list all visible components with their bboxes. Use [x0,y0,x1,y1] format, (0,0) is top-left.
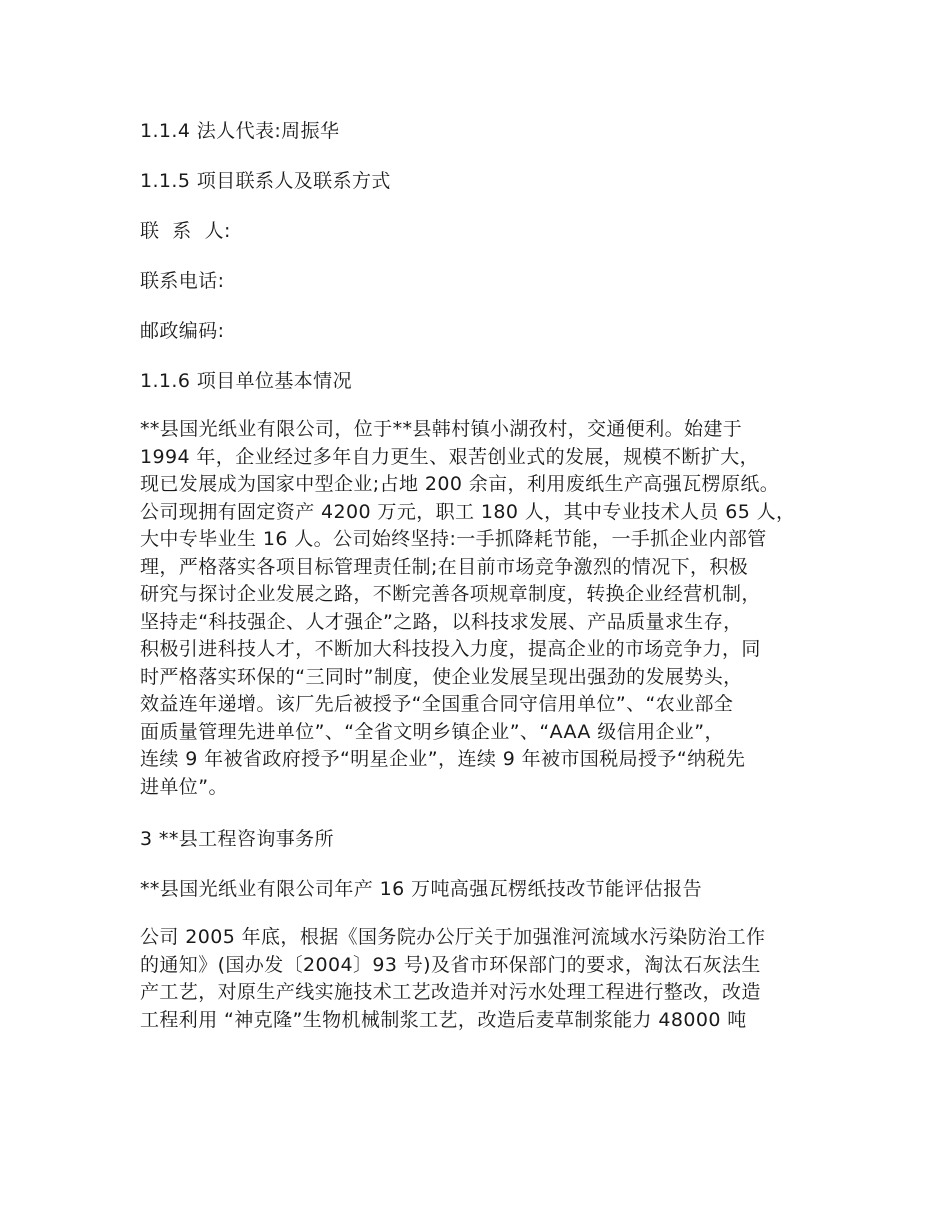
footer-organization: 3 **县工程咨询事务所 [140,828,334,850]
contact-phone-label: 联系电话: [140,270,225,292]
company-overview-paragraph [140,416,820,801]
paragraph-line: 积极引进科技人才，不断加大科技投入力度，提高企业的市场竞争力，同 [140,638,761,660]
report-title: **县国光纸业有限公司年产 16 万吨高强瓦楞纸技改节能评估报告 [140,878,703,900]
paragraph-line: 工程利用 “神克隆”生物机械制浆工艺，改造后麦草制浆能力 48000 吨 [140,1008,747,1031]
paragraph-line: 连续 9 年被省政府授予“明星企业”，连续 9 年被市国税局授予“纳税先 [140,748,746,770]
paragraph-line: 面质量管理先进单位”、“全省文明乡镇企业”、“AAA 级信用企业”， [140,720,724,743]
paragraph-line: 效益连年递增。该厂先后被授予“全国重合同守信用单位”、“农业部全 [140,693,734,715]
section-heading-company-overview: 1.1.6 项目单位基本情况 [140,370,352,392]
paragraph-line: 公司现拥有固定资产 4200 万元，职工 180 人，其中专业技术人员 65 人， [140,500,796,523]
paragraph-line: 1994 年，企业经过多年自力更生、艰苦创业式的发展，规模不断扩大， [140,445,759,468]
reform-paragraph [140,924,820,1034]
section-heading-legal-representative: 1.1.4 法人代表:周振华 [140,120,340,142]
paragraph-line: 现已发展成为国家中型企业;占地 200 余亩，利用废纸生产高强瓦楞原纸。 [140,473,780,495]
paragraph-line: **县国光纸业有限公司，位于**县韩村镇小湖孜村，交通便利。始建于 [140,418,743,440]
paragraph-line: 公司 2005 年底，根据《国务院办公厅关于加强淮河流域水污染防治工作 [140,926,766,948]
contact-person-label: 联 系 人: [140,220,231,242]
paragraph-line: 时严格落实环保的“三同时”制度，使企业发展呈现出强劲的发展势头， [140,665,743,688]
paragraph-line: 产工艺，对原生产线实施技术工艺改造并对污水处理工程进行整改，改造 [140,981,761,1003]
paragraph-line: 大中专毕业生 16 人。公司始终坚持:一手抓降耗节能，一手抓企业内部管 [140,528,767,550]
paragraph-line: 坚持走“科技强企、人才强企”之路，以科技求发展、产品质量求生存， [140,610,743,633]
paragraph-line: 理，严格落实各项目标管理责任制;在目前市场竞争激烈的情况下，积极 [140,555,749,578]
paragraph-line: 的通知》(国办发〔2004〕93 号)及省市环保部门的要求，淘汰石灰法生 [140,953,761,976]
postal-code-label: 邮政编码: [140,320,225,342]
paragraph-line: 进单位”。 [140,775,228,798]
section-heading-contact: 1.1.5 项目联系人及联系方式 [140,170,391,192]
document-body [140,116,820,1034]
paragraph-line: 研究与探讨企业发展之路，不断完善各项规章制度，转换企业经营机制， [140,583,761,605]
